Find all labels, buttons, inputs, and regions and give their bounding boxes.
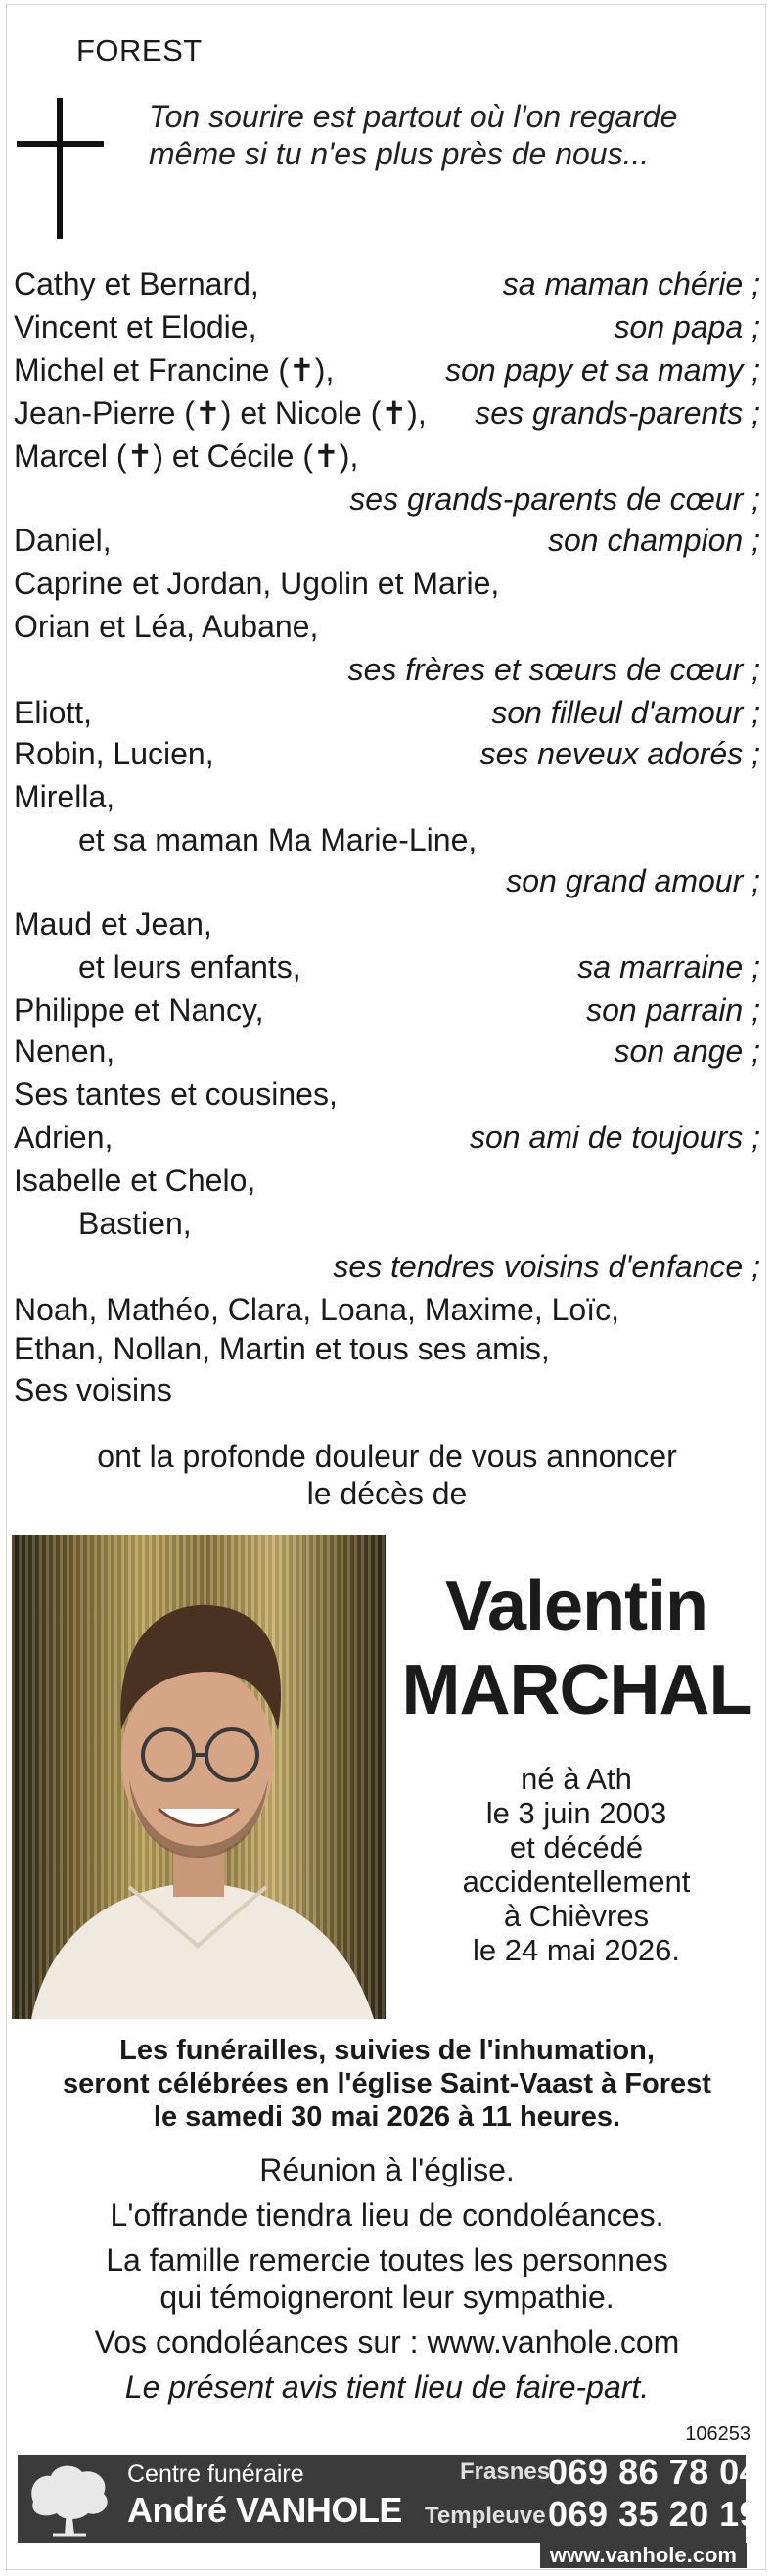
family-relation: ses grands-parents ;	[475, 395, 760, 431]
family-names: Philippe et Nancy,	[14, 992, 264, 1028]
phone-number[interactable]: 069 35 20 19	[548, 2494, 760, 2534]
family-relation: son filleul d'amour ;	[491, 695, 760, 730]
cross-icon	[57, 98, 63, 239]
family-row	[14, 1073, 760, 1116]
family-names: Jean-Pierre (✝) et Nicole (✝),	[14, 395, 427, 431]
funeral-home-label: Centre funéraire	[127, 2461, 304, 2488]
family-row	[14, 1288, 760, 1331]
family-row	[14, 562, 760, 605]
bio-line: né à Ath	[521, 1762, 632, 1796]
family-relation: son champion ;	[547, 523, 760, 558]
family-row	[14, 945, 760, 989]
announce-line: le décès de	[306, 1476, 468, 1511]
family-names: Isabelle et Chelo,	[14, 1163, 256, 1198]
family-names: Adrien,	[14, 1120, 114, 1155]
family-row	[14, 305, 760, 348]
family-row	[14, 732, 760, 775]
family-relation: ses frères et sœurs de cœur ;	[347, 652, 760, 687]
family-relation: son ange ;	[614, 1034, 760, 1069]
funeral-bold-line: le samedi 30 mai 2026 à 11 heures.	[153, 2101, 621, 2133]
funeral-line: qui témoigneront leur sympathie.	[159, 2279, 615, 2315]
family-row	[14, 648, 760, 691]
deceased-last-name: MARCHAL	[401, 1651, 751, 1729]
family-names: Vincent et Elodie,	[14, 309, 257, 345]
family-names: Orian et Léa, Aubane,	[14, 609, 319, 644]
family-names: Eliott,	[14, 695, 93, 730]
family-names: Bastien,	[78, 1206, 192, 1241]
verse	[149, 98, 677, 172]
family-row	[14, 1159, 760, 1202]
family-row	[14, 519, 760, 562]
deceased-first-name: Valentin	[444, 1567, 708, 1645]
phone-number[interactable]: 069 86 78 04	[548, 2452, 760, 2492]
funeral-bold-line: seront célébrées en l'église Saint-Vaast à Forest	[63, 2068, 711, 2099]
family-names: Caprine et Jordan, Ugolin et Marie,	[14, 566, 500, 601]
place-heading: FOREST	[76, 33, 203, 68]
family-relation: ses neveux adorés ;	[479, 736, 760, 771]
family-row	[14, 435, 760, 478]
verse-line: Ton sourire est partout où l'on regarde	[149, 99, 678, 134]
bio-line: à Chièvres	[503, 1899, 650, 1933]
family-names: et leurs enfants,	[78, 949, 301, 985]
family-row	[14, 1030, 760, 1073]
family-relation: son papy et sa mamy ;	[445, 352, 760, 388]
funeral-line: Réunion à l'église.	[259, 2152, 515, 2187]
bio-line: le 3 juin 2003	[485, 1796, 667, 1830]
family-names: Nenen,	[14, 1034, 115, 1069]
family-relation: son grand amour ;	[506, 863, 760, 898]
family-names: Marcel (✝) et Cécile (✝),	[14, 438, 359, 474]
family-names: Noah, Mathéo, Clara, Loana, Maxime, Loïc,	[14, 1292, 619, 1327]
family-row	[14, 989, 760, 1032]
portrait-photo	[12, 1535, 386, 2019]
bio-line: accidentellement	[462, 1864, 691, 1899]
family-relation: sa marraine ;	[577, 949, 760, 985]
family-names: Ethan, Nollan, Martin et tous ses amis,	[14, 1331, 550, 1366]
reference-number: 106253	[685, 2423, 751, 2445]
bio-line: et décédé	[509, 1830, 644, 1864]
funeral-line: La famille remercie toutes les personnes	[106, 2242, 668, 2277]
family-row	[14, 262, 760, 305]
family-row	[14, 775, 760, 818]
deceased-bio	[395, 1762, 757, 1967]
family-row	[14, 391, 760, 435]
family-names: Maud et Jean,	[14, 906, 212, 942]
family-row	[14, 1116, 760, 1159]
funeral-bold-line: Les funérailles, suivies de l'inhumation,	[119, 2035, 655, 2066]
family-names: Robin, Lucien,	[14, 736, 214, 771]
funeral-home-name: André VANHOLE	[127, 2490, 402, 2530]
family-names: et sa maman Ma Marie-Line,	[78, 822, 478, 857]
family-row	[14, 1245, 760, 1288]
family-row	[14, 478, 760, 521]
family-relation: ses tendres voisins d'enfance ;	[333, 1249, 760, 1284]
family-row	[14, 1202, 760, 1245]
family-names: Ses tantes et cousines,	[14, 1077, 338, 1112]
city-label: Frasnes	[460, 2459, 551, 2485]
family-row	[14, 605, 760, 648]
family-names: Michel et Francine (✝),	[14, 352, 335, 388]
family-row	[14, 818, 760, 861]
family-names: Mirella,	[14, 779, 115, 814]
faire-part-note: Le présent avis tient lieu de faire-part.	[124, 2369, 650, 2405]
announce-line: ont la profonde douleur de vous annoncer	[97, 1439, 677, 1474]
family-row	[14, 1368, 760, 1411]
family-relation: son ami de toujours ;	[469, 1120, 760, 1155]
family-row	[14, 691, 760, 734]
family-relation: son parrain ;	[586, 992, 760, 1028]
bio-line: le 24 mai 2026.	[473, 1933, 680, 1967]
family-relation: son papa ;	[614, 309, 760, 345]
funeral-line: L'offrande tiendra lieu de condoléances.	[110, 2197, 664, 2232]
family-row	[14, 902, 760, 945]
family-row	[14, 859, 760, 902]
city-label: Templeuve	[425, 2503, 546, 2529]
website-link[interactable]: www.vanhole.com	[540, 2543, 747, 2568]
verse-line: même si tu n'es plus près de nous...	[149, 136, 650, 171]
family-row	[14, 348, 760, 391]
family-names: Ses voisins	[14, 1372, 172, 1407]
family-names: Cathy et Bernard,	[14, 266, 259, 301]
family-names: Daniel,	[14, 523, 112, 558]
condolences-link[interactable]: Vos condoléances sur : www.vanhole.com	[94, 2324, 680, 2360]
family-relation: ses grands-parents de cœur ;	[349, 482, 760, 517]
tree-icon	[23, 2459, 114, 2539]
family-row	[14, 1327, 760, 1370]
family-relation: sa maman chérie ;	[502, 266, 760, 301]
cross-icon-bar	[17, 141, 104, 147]
